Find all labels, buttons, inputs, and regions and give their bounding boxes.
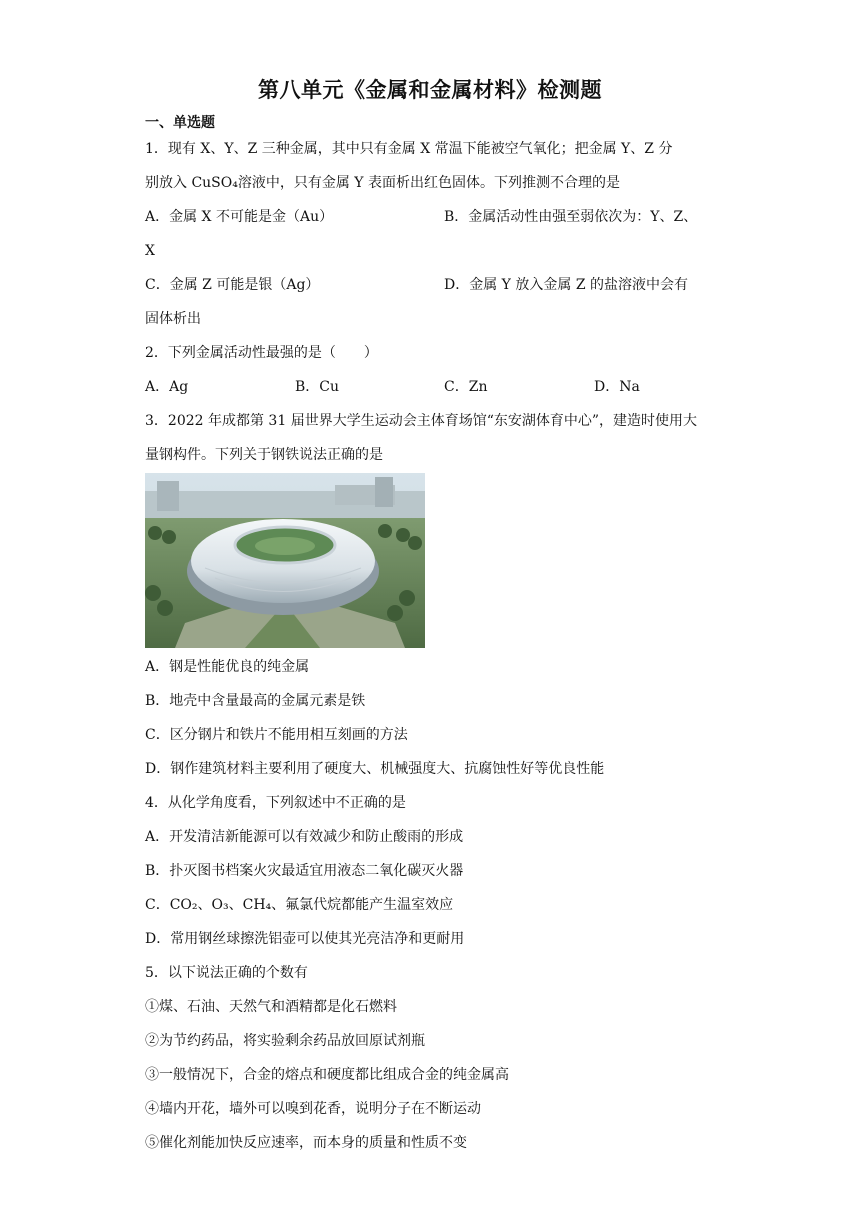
q1-option-d: D．金属 Y 放入金属 Z 的盐溶液中会有 xyxy=(444,277,688,293)
stadium-photo xyxy=(145,473,425,648)
page-title: 第八单元《金属和金属材料》检测题 xyxy=(258,78,602,102)
section-heading: 一、单选题 xyxy=(145,115,215,131)
q5-item-4: ④墙内开花，墙外可以嗅到花香，说明分子在不断运动 xyxy=(145,1101,481,1117)
q2-stem: 2．下列金属活动性最强的是（ ） xyxy=(145,345,378,361)
q1-option-b: B．金属活动性由强至弱依次为：Y、Z、 xyxy=(444,209,698,225)
q3-option-a: A．钢是性能优良的纯金属 xyxy=(145,659,310,675)
q5-item-2: ②为节约药品，将实验剩余药品放回原试剂瓶 xyxy=(145,1033,425,1049)
q2-option-d: D．Na xyxy=(594,379,640,395)
q1-stem-line2: 别放入 CuSO₄溶液中，只有金属 Y 表面析出红色固体。下列推测不合理的是 xyxy=(145,175,621,191)
q1-stem-line1: 1．现有 X、Y、Z 三种金属，其中只有金属 X 常温下能被空气氧化；把金属 Y、Z 分 xyxy=(145,141,673,157)
q4-option-d: D．常用钢丝球擦洗铝壶可以使其光亮洁净和更耐用 xyxy=(145,931,465,947)
q5-item-5: ⑤催化剂能加快反应速率，而本身的质量和性质不变 xyxy=(145,1135,467,1151)
q3-stem-line1: 3．2022 年成都第 31 届世界大学生运动会主体育场馆“东安湖体育中心”，建造时使用大 xyxy=(145,413,698,429)
q5-item-1: ①煤、石油、天然气和酒精都是化石燃料 xyxy=(145,999,397,1015)
q5-item-3: ③一般情况下，合金的熔点和硬度都比组成合金的纯金属高 xyxy=(145,1067,509,1083)
q3-option-d: D．钢作建筑材料主要利用了硬度大、机械强度大、抗腐蚀性好等优良性能 xyxy=(145,761,605,777)
q1-option-d-continued: 固体析出 xyxy=(145,311,201,327)
q3-option-c: C．区分钢片和铁片不能用相互刻画的方法 xyxy=(145,727,408,743)
q2-option-a: A．Ag xyxy=(145,379,189,395)
q3-option-b: B．地壳中含量最高的金属元素是铁 xyxy=(145,693,366,709)
q3-stem-line2: 量钢构件。下列关于钢铁说法正确的是 xyxy=(145,447,383,463)
q4-option-c: C．CO₂、O₃、CH₄、氟氯代烷都能产生温室效应 xyxy=(145,897,454,913)
q4-stem: 4．从化学角度看，下列叙述中不正确的是 xyxy=(145,795,406,811)
q4-option-a: A．开发清洁新能源可以有效减少和防止酸雨的形成 xyxy=(145,829,464,845)
q1-option-c: C．金属 Z 可能是银（Ag） xyxy=(145,277,320,293)
q1-option-b-continued: X xyxy=(145,243,155,259)
q2-option-b: B．Cu xyxy=(295,379,340,395)
q1-option-a: A．金属 X 不可能是金（Au） xyxy=(145,209,334,225)
q2-option-c: C．Zn xyxy=(444,379,488,395)
q5-stem: 5．以下说法正确的个数有 xyxy=(145,965,308,981)
q4-option-b: B．扑灭图书档案火灾最适宜用液态二氧化碳灭火器 xyxy=(145,863,464,879)
